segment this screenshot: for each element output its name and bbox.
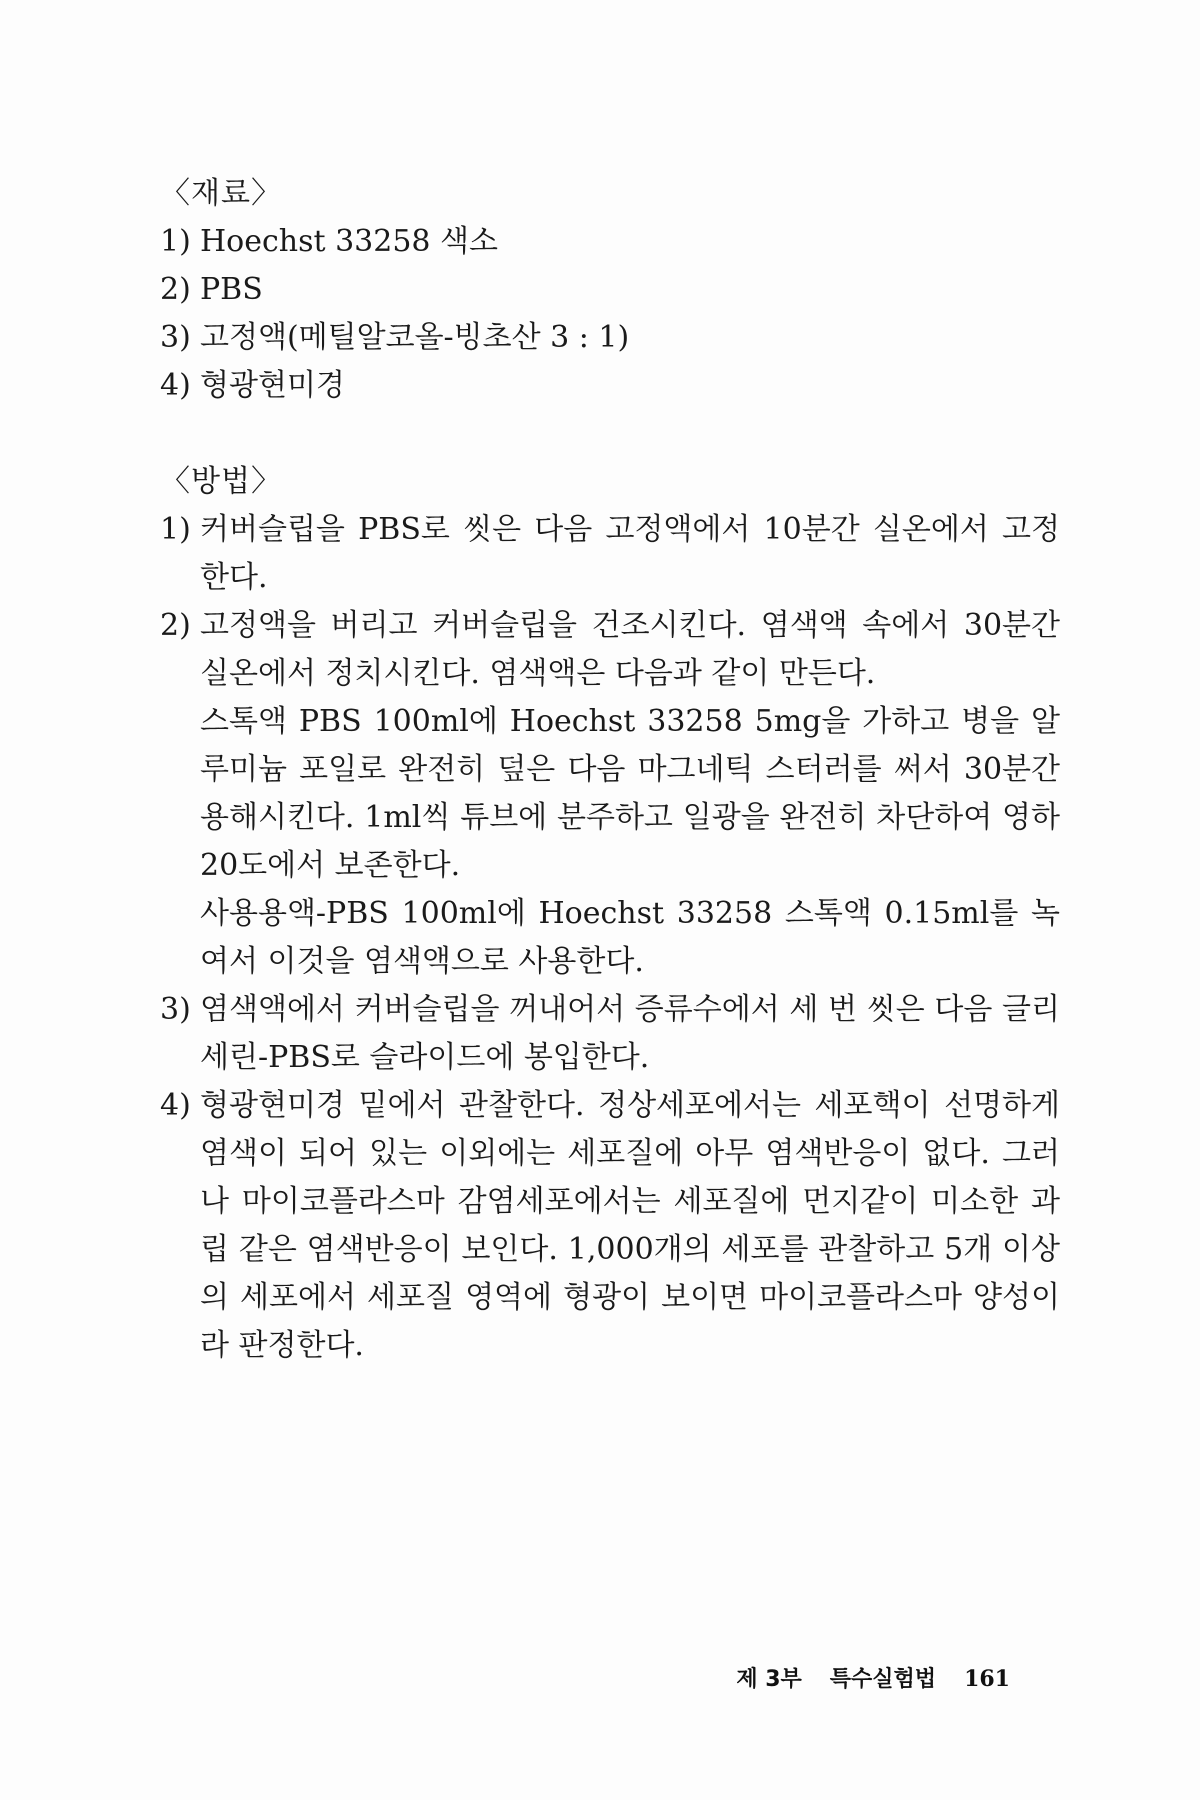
footer-section: 제 3부 (736, 1667, 802, 1692)
material-item-text: 고정액(메틸알코올-빙초산 3 : 1) (200, 320, 630, 355)
method-step-number: 3) (160, 992, 191, 1027)
materials-heading: 〈재료〉 (160, 176, 282, 211)
material-item (160, 314, 1060, 362)
stock-solution-text: 스톡액 PBS 100ml에 Hoechst 33258 5mg을 가하고 병을 알루미늄 포일로 완전히 덮은 다음 마그네틱 스터러를 써서 30분간 용해시킨다. 1ml씩 튜브에 분주하고 일광을 완전히 차단하여 영하 20도에서 보존한다. (200, 704, 1060, 883)
material-item-number: 3) (160, 320, 191, 355)
material-item (160, 362, 1060, 410)
method-heading: 〈방법〉 (160, 464, 282, 499)
section-spacer (160, 410, 1060, 458)
method-step-text: 형광현미경 밑에서 관찰한다. 정상세포에서는 세포핵이 선명하게 염색이 되어 있는 이외에는 세포질에 아무 염색반응이 없다. 그러나 마이코플라스마 감염세포에서는 세포질에 먼지같이 미소한 과립 같은 염색반응이 보인다. 1,000개의 세포를 관찰하고 5개 이상의 세포에서 세포질 영역에 형광이 보이면 마이코플라스마 양성이라 판정한다. (200, 1088, 1060, 1363)
method-step-text: 고정액을 버리고 커버슬립을 건조시킨다. 염색액 속에서 30분간 실온에서 정치시킨다. 염색액은 다음과 같이 만든다. (200, 608, 1060, 691)
method-step (160, 1082, 1060, 1370)
material-item (160, 266, 1060, 314)
page-footer (736, 1662, 1010, 1693)
footer-title: 특수실험법 (829, 1667, 937, 1692)
method-step-number: 2) (160, 608, 191, 643)
material-item-number: 2) (160, 272, 191, 307)
method-step (160, 602, 1060, 986)
material-item-text: Hoechst 33258 색소 (200, 224, 499, 259)
page-number: 161 (964, 1666, 1010, 1692)
material-item-number: 4) (160, 368, 191, 403)
method-step (160, 506, 1060, 602)
method-step-number: 4) (160, 1088, 191, 1123)
material-item (160, 218, 1060, 266)
method-step-text: 커버슬립을 PBS로 씻은 다음 고정액에서 10분간 실온에서 고정한다. (200, 512, 1060, 595)
material-item-text: 형광현미경 (200, 368, 345, 403)
method-step (160, 986, 1060, 1082)
material-item-text: PBS (200, 272, 263, 307)
working-solution-text: 사용용액-PBS 100ml에 Hoechst 33258 스톡액 0.15ml를 녹여서 이것을 염색액으로 사용한다. (200, 896, 1060, 979)
method-step-number: 1) (160, 512, 191, 547)
method-step-text: 염색액에서 커버슬립을 꺼내어서 증류수에서 세 번 씻은 다음 글리세린-PBS로 슬라이드에 봉입한다. (200, 992, 1060, 1075)
body-text (160, 170, 1060, 1370)
material-item-number: 1) (160, 224, 191, 259)
